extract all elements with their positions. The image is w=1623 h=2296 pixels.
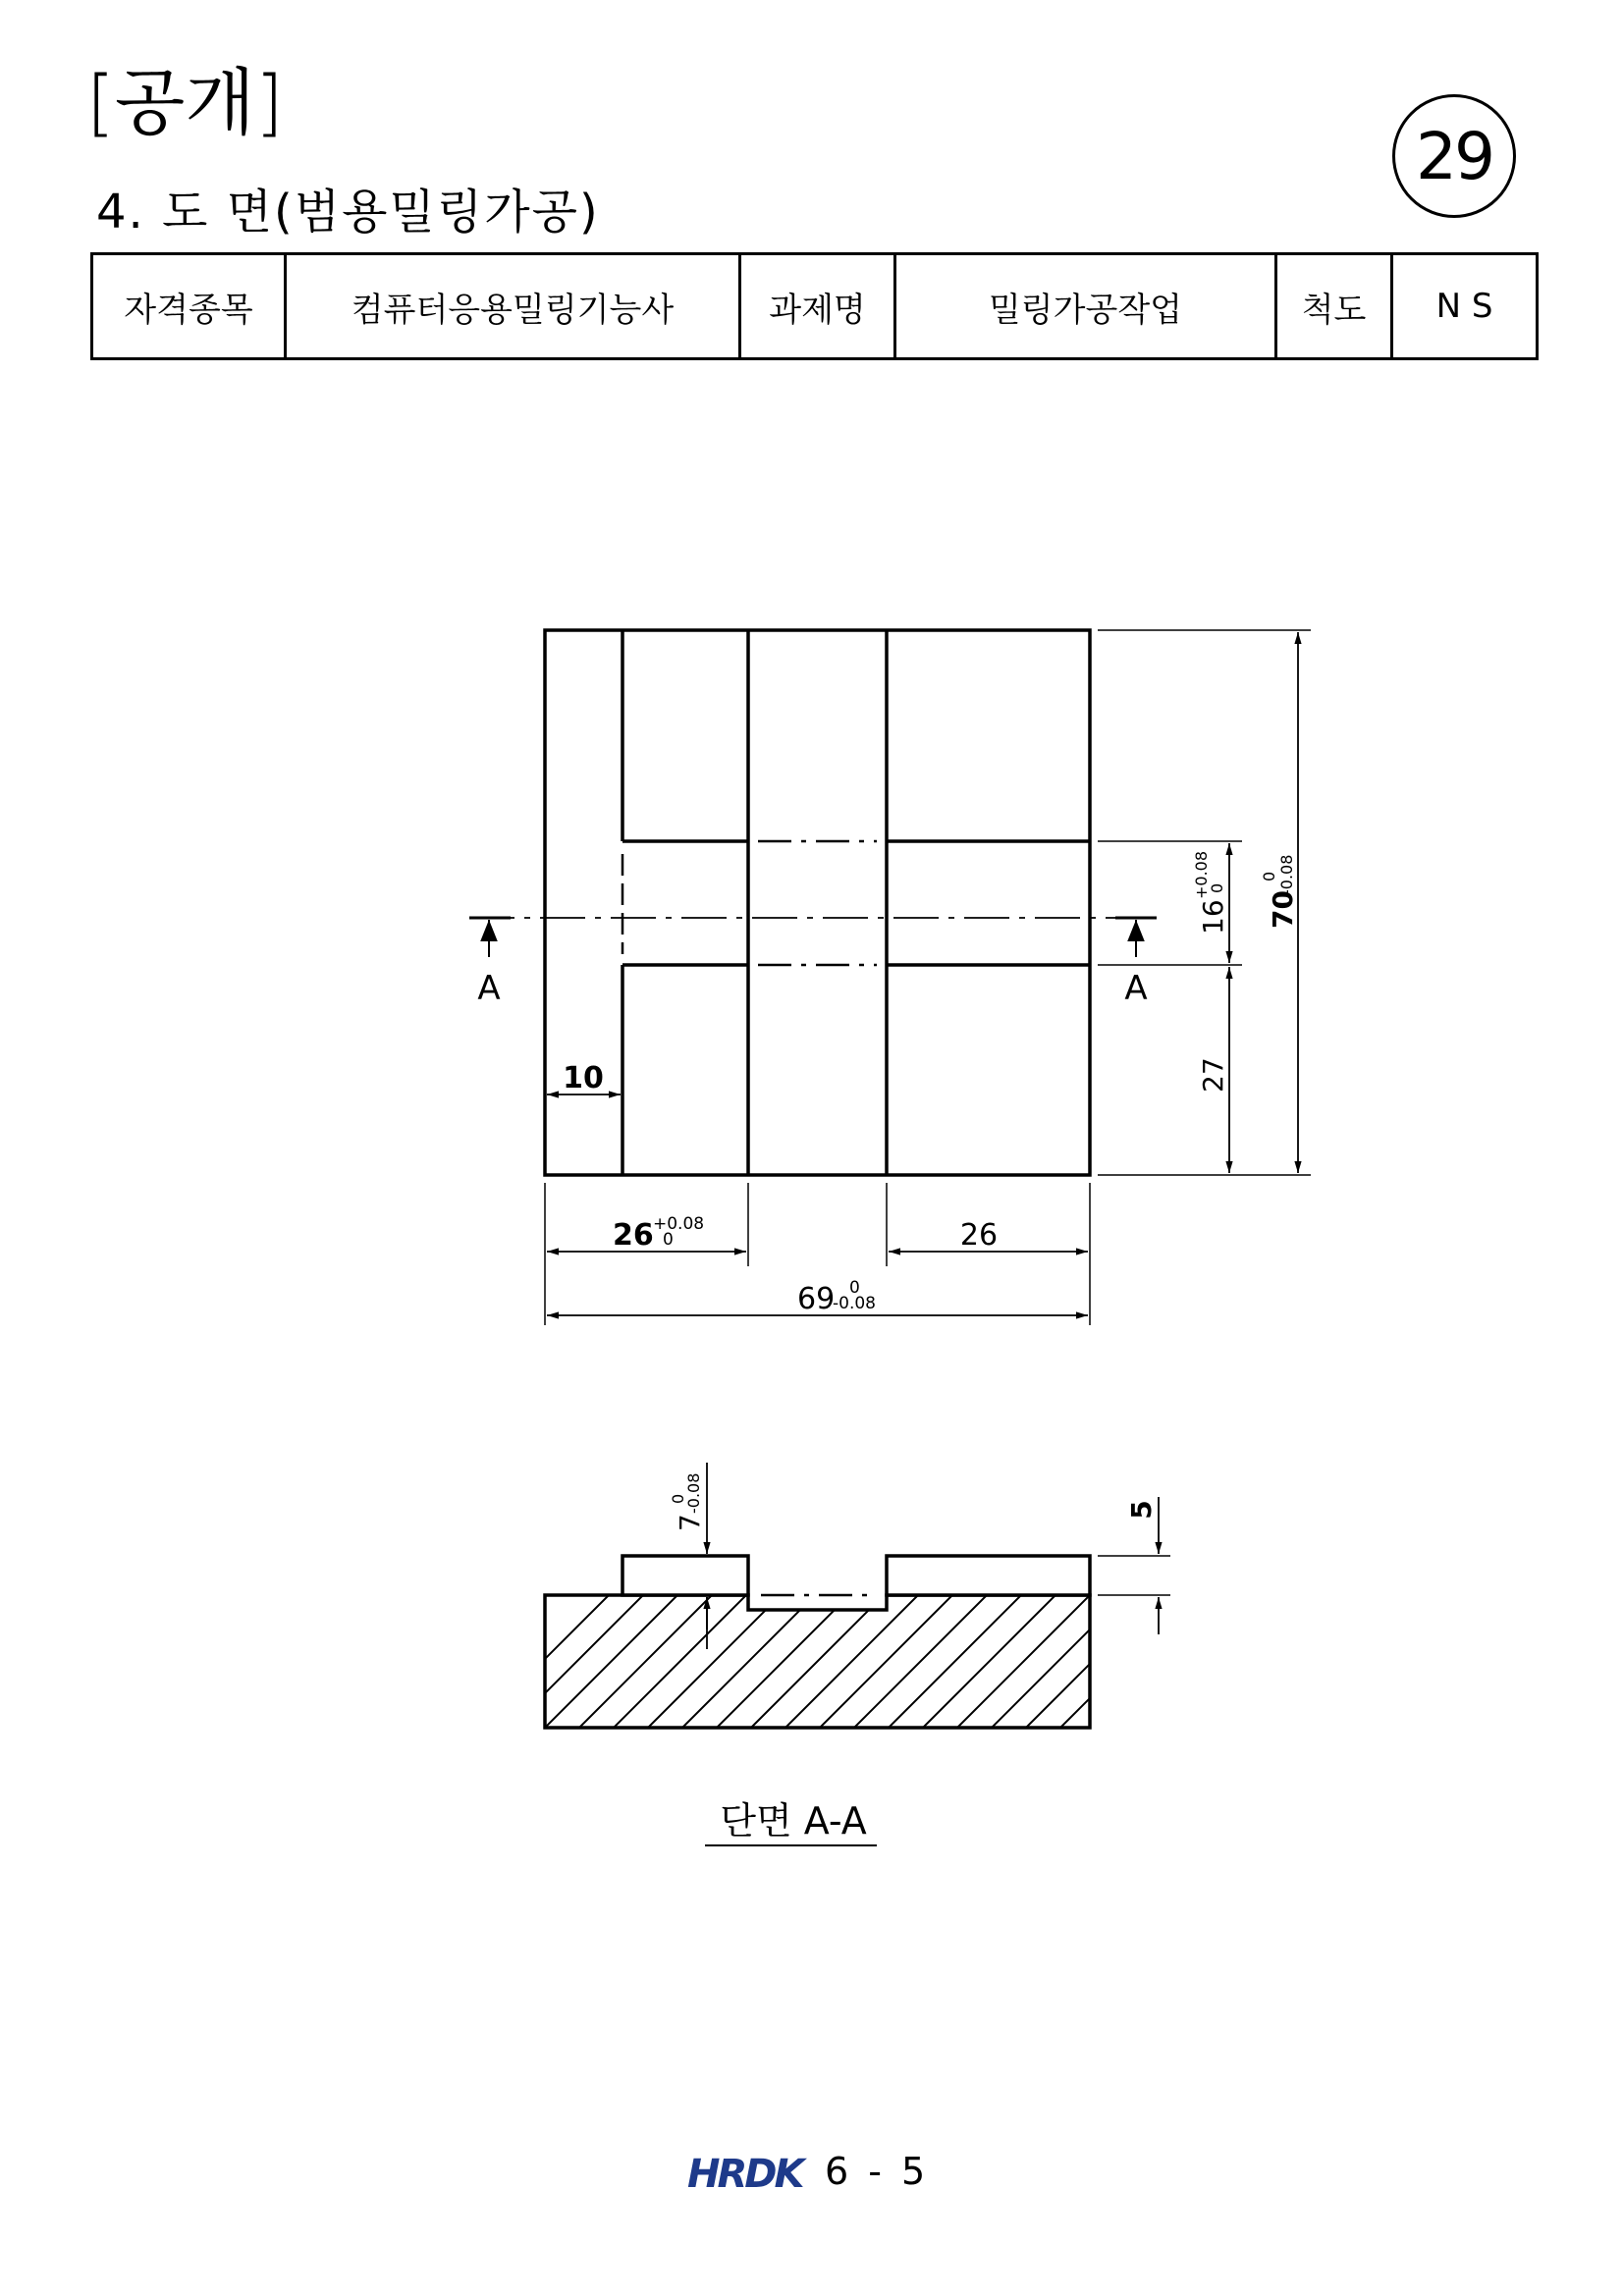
dim-27-text: 27	[1197, 1057, 1229, 1093]
dim-26-text: 26	[959, 1218, 999, 1253]
dim-16-lower: 0	[1208, 882, 1226, 893]
dim-26-tol-upper: +0.08	[653, 1214, 705, 1234]
hrdk-logo: HRDK	[687, 2152, 802, 2197]
dim-16-upper: +0.08	[1192, 850, 1211, 899]
section-arrows	[469, 918, 1157, 957]
dim-5-text: 5	[1125, 1500, 1158, 1520]
page-number: 6 - 5	[825, 2150, 930, 2193]
task-value: 밀링가공작업	[895, 254, 1276, 359]
scale-label: 척도	[1276, 254, 1392, 359]
problem-number-badge: 29	[1392, 94, 1516, 218]
dim-70-text: 70	[1267, 890, 1299, 929]
qualification-value: 컴퓨터응용밀링기능사	[286, 254, 740, 359]
disclosure-label: [공개]	[86, 61, 284, 145]
dim-16-text: 16	[1197, 899, 1229, 934]
dim-7-text: 7	[674, 1514, 706, 1531]
dim-7-lower: -0.08	[684, 1472, 703, 1514]
dim-69-text: 69	[797, 1282, 836, 1316]
dim-69-upper: 0	[849, 1278, 860, 1298]
qualification-label: 자격종목	[92, 254, 286, 359]
section-view	[476, 1556, 1193, 1728]
section-hatching	[476, 1595, 1193, 1728]
scale-value: N S	[1392, 254, 1538, 359]
raised-block-left	[622, 1556, 748, 1595]
dim-26-tol-text: 26	[613, 1218, 654, 1253]
dim-69-lower: -0.08	[833, 1294, 876, 1313]
dim-10-text: 10	[563, 1061, 604, 1095]
raised-block-right	[887, 1556, 1090, 1595]
dim-70-upper: 0	[1260, 871, 1278, 881]
dim-70-lower: -0.08	[1277, 854, 1296, 895]
dim-26-tol-lower: 0	[663, 1230, 674, 1250]
dim-5-extensions	[1098, 1556, 1170, 1595]
drawing-subtitle: 4. 도 면(범용밀링가공)	[96, 185, 600, 240]
task-label: 과제명	[740, 254, 895, 359]
section-label-left: A	[477, 969, 501, 1008]
dim-7-upper: 0	[669, 1493, 687, 1504]
section-label-right: A	[1124, 969, 1148, 1008]
section-title: 단면 A-A	[720, 1799, 867, 1842]
part-outline	[545, 630, 1090, 1175]
